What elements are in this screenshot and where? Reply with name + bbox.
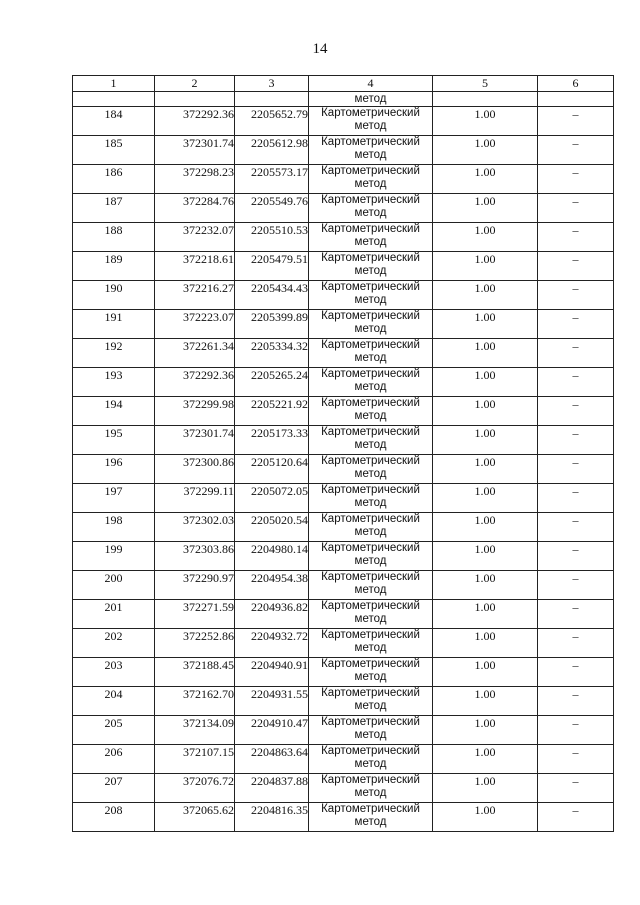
y-coordinate-cell: 2205221.92 [235, 397, 309, 426]
x-coordinate-cell: 372300.86 [155, 455, 235, 484]
x-coordinate-cell: 372292.36 [155, 368, 235, 397]
method-cell: Картометрический метод [309, 600, 433, 629]
x-coordinate-cell: 372252.86 [155, 629, 235, 658]
table-row [73, 107, 614, 136]
precision-cell: 1.00 [433, 194, 538, 223]
description-cell: – [538, 368, 614, 397]
x-coordinate-cell: 372271.59 [155, 600, 235, 629]
precision-cell: 1.00 [433, 629, 538, 658]
precision-cell: 1.00 [433, 136, 538, 165]
point-number-cell: 192 [73, 339, 155, 368]
x-coordinate-cell: 372134.09 [155, 716, 235, 745]
point-number-cell: 205 [73, 716, 155, 745]
method-cell: Картометрический метод [309, 252, 433, 281]
y-coordinate-cell: 2205612.98 [235, 136, 309, 165]
precision-cell: 1.00 [433, 281, 538, 310]
precision-cell: 1.00 [433, 658, 538, 687]
description-cell: – [538, 107, 614, 136]
point-number-cell: 195 [73, 426, 155, 455]
point-number-cell: 187 [73, 194, 155, 223]
y-coordinate-cell: 2204936.82 [235, 600, 309, 629]
method-cell: Картометрический метод [309, 542, 433, 571]
description-cell: – [538, 658, 614, 687]
page-number: 14 [312, 41, 328, 57]
point-number-cell: 204 [73, 687, 155, 716]
x-coordinate-cell: 372216.27 [155, 281, 235, 310]
point-number-cell: 199 [73, 542, 155, 571]
table-row [73, 513, 614, 542]
method-cell: Картометрический метод [309, 484, 433, 513]
column-header-precision: 5 [433, 76, 538, 92]
description-cell: – [538, 397, 614, 426]
table-row [73, 339, 614, 368]
continuation-method-cell: метод [309, 92, 433, 107]
point-number-cell: 185 [73, 136, 155, 165]
description-cell: – [538, 223, 614, 252]
precision-cell: 1.00 [433, 223, 538, 252]
y-coordinate-cell: 2205573.17 [235, 165, 309, 194]
description-cell: – [538, 136, 614, 165]
precision-cell: 1.00 [433, 745, 538, 774]
precision-cell: 1.00 [433, 426, 538, 455]
method-cell: Картометрический метод [309, 571, 433, 600]
table-row [73, 600, 614, 629]
method-cell: Картометрический метод [309, 426, 433, 455]
column-header-method: 4 [309, 76, 433, 92]
y-coordinate-cell: 2205072.05 [235, 484, 309, 513]
x-coordinate-cell: 372301.74 [155, 136, 235, 165]
precision-cell: 1.00 [433, 165, 538, 194]
point-number-cell: 206 [73, 745, 155, 774]
description-cell: – [538, 339, 614, 368]
table-row [73, 397, 614, 426]
table-row [73, 252, 614, 281]
coordinates-table [72, 75, 614, 832]
y-coordinate-cell: 2204816.35 [235, 803, 309, 832]
continuation-cell [538, 92, 614, 107]
method-cell: Картометрический метод [309, 107, 433, 136]
column-header-x: 2 [155, 76, 235, 92]
x-coordinate-cell: 372302.03 [155, 513, 235, 542]
precision-cell: 1.00 [433, 600, 538, 629]
y-coordinate-cell: 2205120.64 [235, 455, 309, 484]
method-cell: Картометрический метод [309, 165, 433, 194]
description-cell: – [538, 194, 614, 223]
table-row [73, 165, 614, 194]
x-coordinate-cell: 372218.61 [155, 252, 235, 281]
continuation-row [73, 92, 614, 107]
point-number-cell: 184 [73, 107, 155, 136]
table-row [73, 542, 614, 571]
precision-cell: 1.00 [433, 339, 538, 368]
table-row [73, 745, 614, 774]
table-row [73, 455, 614, 484]
precision-cell: 1.00 [433, 687, 538, 716]
precision-cell: 1.00 [433, 484, 538, 513]
x-coordinate-cell: 372284.76 [155, 194, 235, 223]
y-coordinate-cell: 2204837.88 [235, 774, 309, 803]
x-coordinate-cell: 372065.62 [155, 803, 235, 832]
y-coordinate-cell: 2205510.53 [235, 223, 309, 252]
table-row [73, 310, 614, 339]
x-coordinate-cell: 372261.34 [155, 339, 235, 368]
point-number-cell: 200 [73, 571, 155, 600]
point-number-cell: 189 [73, 252, 155, 281]
y-coordinate-cell: 2205173.33 [235, 426, 309, 455]
point-number-cell: 198 [73, 513, 155, 542]
continuation-cell [433, 92, 538, 107]
table-row [73, 136, 614, 165]
method-cell: Картометрический метод [309, 455, 433, 484]
y-coordinate-cell: 2204910.47 [235, 716, 309, 745]
method-cell: Картометрический метод [309, 803, 433, 832]
precision-cell: 1.00 [433, 716, 538, 745]
x-coordinate-cell: 372107.15 [155, 745, 235, 774]
precision-cell: 1.00 [433, 368, 538, 397]
x-coordinate-cell: 372232.07 [155, 223, 235, 252]
description-cell: – [538, 803, 614, 832]
method-cell: Картометрический метод [309, 339, 433, 368]
description-cell: – [538, 281, 614, 310]
y-coordinate-cell: 2205434.43 [235, 281, 309, 310]
point-number-cell: 202 [73, 629, 155, 658]
y-coordinate-cell: 2205549.76 [235, 194, 309, 223]
table-row [73, 194, 614, 223]
description-cell: – [538, 165, 614, 194]
description-cell: – [538, 484, 614, 513]
point-number-cell: 186 [73, 165, 155, 194]
y-coordinate-cell: 2204954.38 [235, 571, 309, 600]
method-cell: Картометрический метод [309, 745, 433, 774]
continuation-cell [235, 92, 309, 107]
method-cell: Картометрический метод [309, 716, 433, 745]
precision-cell: 1.00 [433, 774, 538, 803]
precision-cell: 1.00 [433, 542, 538, 571]
y-coordinate-cell: 2205334.32 [235, 339, 309, 368]
table-row [73, 716, 614, 745]
point-number-cell: 208 [73, 803, 155, 832]
point-number-cell: 194 [73, 397, 155, 426]
description-cell: – [538, 426, 614, 455]
point-number-cell: 201 [73, 600, 155, 629]
precision-cell: 1.00 [433, 310, 538, 339]
method-cell: Картометрический метод [309, 223, 433, 252]
description-cell: – [538, 687, 614, 716]
method-cell: Картометрический метод [309, 397, 433, 426]
description-cell: – [538, 745, 614, 774]
description-cell: – [538, 571, 614, 600]
method-cell: Картометрический метод [309, 310, 433, 339]
x-coordinate-cell: 372162.70 [155, 687, 235, 716]
point-number-cell: 191 [73, 310, 155, 339]
y-coordinate-cell: 2204932.72 [235, 629, 309, 658]
continuation-cell [73, 92, 155, 107]
precision-cell: 1.00 [433, 455, 538, 484]
x-coordinate-cell: 372299.11 [155, 484, 235, 513]
precision-cell: 1.00 [433, 107, 538, 136]
table-row [73, 223, 614, 252]
x-coordinate-cell: 372292.36 [155, 107, 235, 136]
y-coordinate-cell: 2204863.64 [235, 745, 309, 774]
table-row [73, 368, 614, 397]
method-cell: Картометрический метод [309, 658, 433, 687]
y-coordinate-cell: 2205652.79 [235, 107, 309, 136]
description-cell: – [538, 629, 614, 658]
description-cell: – [538, 310, 614, 339]
description-cell: – [538, 455, 614, 484]
continuation-cell [155, 92, 235, 107]
table-row [73, 803, 614, 832]
point-number-cell: 203 [73, 658, 155, 687]
method-cell: Картометрический метод [309, 687, 433, 716]
x-coordinate-cell: 372076.72 [155, 774, 235, 803]
y-coordinate-cell: 2204940.91 [235, 658, 309, 687]
x-coordinate-cell: 372223.07 [155, 310, 235, 339]
method-cell: Картометрический метод [309, 368, 433, 397]
x-coordinate-cell: 372298.23 [155, 165, 235, 194]
table-row [73, 629, 614, 658]
table-row [73, 571, 614, 600]
precision-cell: 1.00 [433, 252, 538, 281]
x-coordinate-cell: 372303.86 [155, 542, 235, 571]
table-row [73, 687, 614, 716]
point-number-cell: 196 [73, 455, 155, 484]
y-coordinate-cell: 2205399.89 [235, 310, 309, 339]
y-coordinate-cell: 2204931.55 [235, 687, 309, 716]
description-cell: – [538, 716, 614, 745]
precision-cell: 1.00 [433, 397, 538, 426]
point-number-cell: 193 [73, 368, 155, 397]
description-cell: – [538, 252, 614, 281]
y-coordinate-cell: 2204980.14 [235, 542, 309, 571]
method-cell: Картометрический метод [309, 774, 433, 803]
point-number-cell: 207 [73, 774, 155, 803]
method-cell: Картометрический метод [309, 629, 433, 658]
description-cell: – [538, 513, 614, 542]
precision-cell: 1.00 [433, 513, 538, 542]
point-number-cell: 190 [73, 281, 155, 310]
method-cell: Картометрический метод [309, 136, 433, 165]
y-coordinate-cell: 2205020.54 [235, 513, 309, 542]
x-coordinate-cell: 372301.74 [155, 426, 235, 455]
table-row [73, 281, 614, 310]
table-header-row [73, 76, 614, 92]
table-row [73, 484, 614, 513]
column-header-description: 6 [538, 76, 614, 92]
y-coordinate-cell: 2205265.24 [235, 368, 309, 397]
table-row [73, 426, 614, 455]
table-row [73, 774, 614, 803]
x-coordinate-cell: 372290.97 [155, 571, 235, 600]
point-number-cell: 197 [73, 484, 155, 513]
y-coordinate-cell: 2205479.51 [235, 252, 309, 281]
method-cell: Картометрический метод [309, 281, 433, 310]
column-header-point: 1 [73, 76, 155, 92]
table-row [73, 658, 614, 687]
description-cell: – [538, 600, 614, 629]
column-header-y: 3 [235, 76, 309, 92]
precision-cell: 1.00 [433, 803, 538, 832]
precision-cell: 1.00 [433, 571, 538, 600]
x-coordinate-cell: 372188.45 [155, 658, 235, 687]
x-coordinate-cell: 372299.98 [155, 397, 235, 426]
description-cell: – [538, 542, 614, 571]
description-cell: – [538, 774, 614, 803]
point-number-cell: 188 [73, 223, 155, 252]
method-cell: Картометрический метод [309, 194, 433, 223]
method-cell: Картометрический метод [309, 513, 433, 542]
